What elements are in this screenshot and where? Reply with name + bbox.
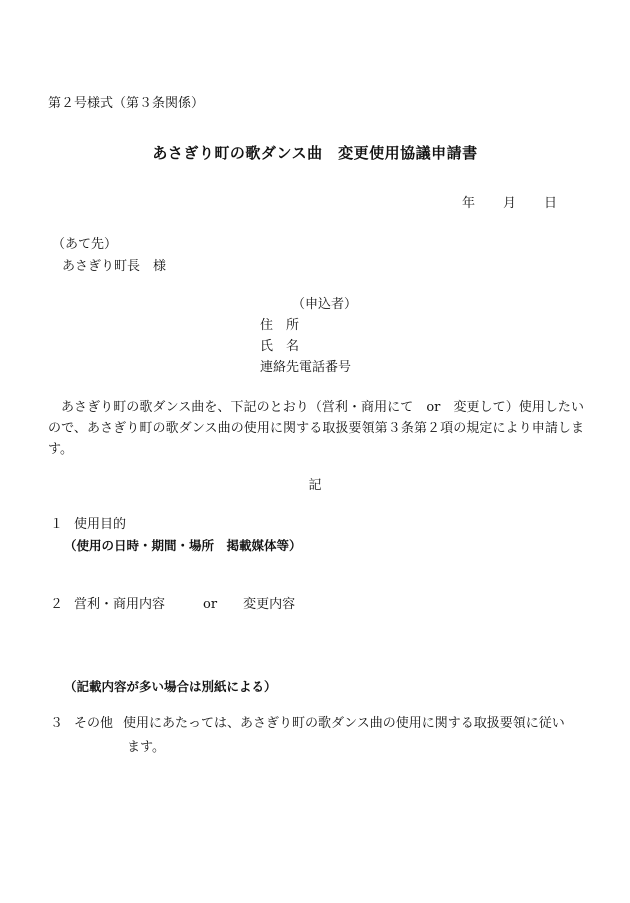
body-paragraph: あさぎり町の歌ダンス曲を、下記のとおり（営利・商用にて or 変更して）使用したいので、あさぎり町の歌ダンス曲の使用に関する取扱要領第３条第２項の規定により申請します。 (48, 400, 584, 457)
item-2-number: ２ (50, 597, 64, 612)
item-1-label: 使用目的 (74, 517, 127, 532)
date-year: 年 (462, 196, 476, 211)
date-month: 月 (503, 196, 517, 211)
item-1-number: １ (50, 517, 64, 532)
date-line (462, 196, 557, 212)
document-title: あさぎり町の歌ダンス曲 変更使用協議申請書 (152, 144, 478, 162)
addressee-label: （あて先） (52, 237, 118, 252)
applicant-name-label: 氏 名 (260, 339, 300, 354)
item-2 (50, 597, 295, 613)
item-2-label-a: 営利・商用内容 (74, 597, 166, 612)
item-3-text-line1: 使用にあたっては、あさぎり町の歌ダンス曲の使用に関する取扱要領に従い (123, 716, 565, 731)
item-2-or: or (203, 597, 218, 612)
item-1-subtitle: （使用の日時・期間・場所 掲載媒体等） (64, 538, 302, 553)
item-2-label-b: 変更内容 (243, 597, 296, 612)
applicant-phone-label: 連絡先電話番号 (260, 360, 352, 375)
item-3-text-line2: ます。 (127, 740, 165, 755)
applicant-label: （申込者） (292, 297, 358, 312)
item-3-number: ３ (50, 716, 64, 731)
item-1 (50, 517, 126, 533)
item-3 (50, 716, 565, 732)
applicant-address-label: 住 所 (260, 318, 300, 333)
ki-heading: 記 (308, 478, 322, 493)
addressee-name: あさぎり町長 様 (62, 259, 167, 274)
note-separate-sheet: （記載内容が多い場合は別紙による） (64, 679, 277, 694)
form-number: 第２号様式（第３条関係） (48, 96, 205, 111)
item-3-label: その他 (74, 716, 114, 731)
date-day: 日 (544, 196, 558, 211)
